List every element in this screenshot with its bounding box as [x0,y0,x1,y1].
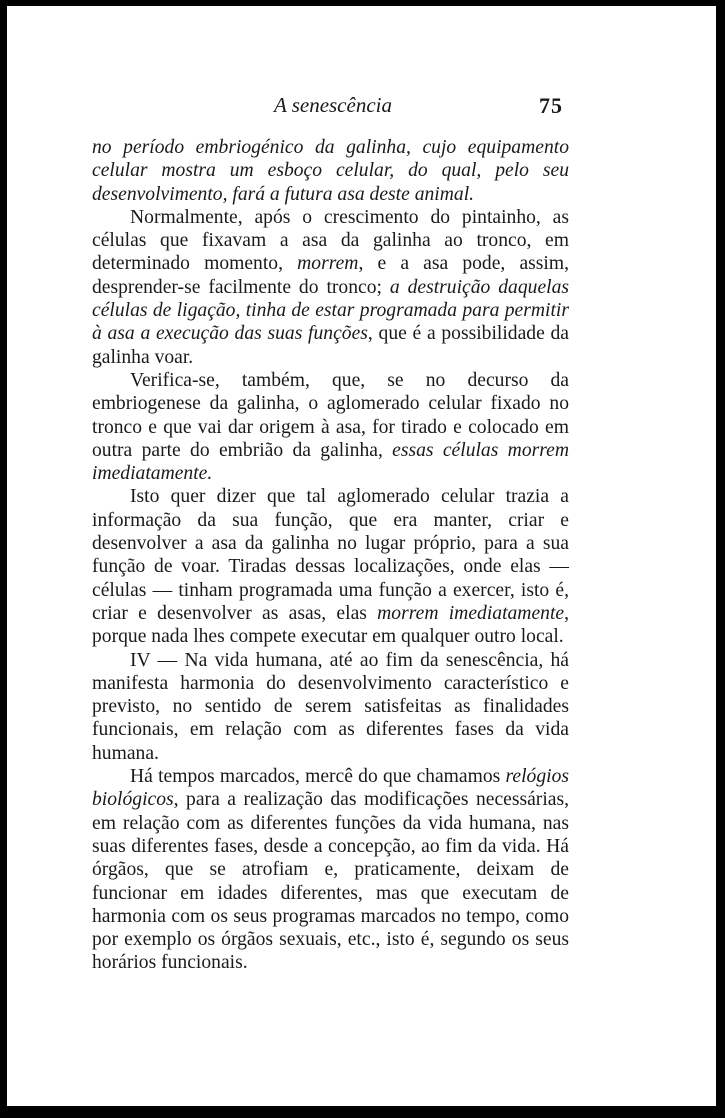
text-body [92,136,569,975]
text-segment: Verifica-se, também, que, se no decurso da embriogenese da galinha, o aglomerado celular fixado no tronco e que vai dar origem à asa, for tirado e colocado em outra parte do embrião da galinha, [92,369,569,461]
text-segment: Há tempos marcados, mercê do que chamamos [130,766,506,788]
paragraph-continuation [92,136,569,206]
text-segment: , que é a possibilidade da galinha voar. [92,323,569,368]
text-segment: relógios biológicos [92,766,569,811]
text-segment: morrem [297,253,359,275]
paragraph [92,206,569,369]
text-segment: no período embriogénico da galinha, cujo equipamento celular mostra um esboço celular, do qual, pelo seu desenvolvimento, fará a futura asa deste animal. [92,137,569,205]
text-segment: Isto quer dizer que tal aglomerado celular trazia a informação da sua função, que era manter, criar e desenvolver a asa da galinha no lugar próprio, para a sua função de voar. Tiradas dessas localizações, onde elas — células — tinham programada uma função a exercer, isto é, criar e desenvolver as asas, elas [92,486,569,624]
paragraph [92,765,569,975]
text-segment: a destruição daquelas células de ligação, tinha de estar programada para permitir à asa a execução das suas funções [92,276,570,345]
text-segment: , e a asa pode, assim, desprender-se facilmente do tronco; [92,253,569,298]
text-segment: , para a realização das modificações necessárias, em relação com as diferentes funções da vida humana, nas suas diferentes fases, desde a concepção, ao fim da vida. Há órgãos, que se atrofiam e, praticamente, deixam de funcionar em idades diferentes, mas que executam de harmonia com os seus programas marcados no tempo, como por exemplo os órgãos sexuais, etc., isto é, segundo os seus horários funcionais. [92,789,569,974]
running-title: A senescência [274,93,392,117]
text-segment: Normalmente, após o crescimento do pintainho, as células que fixavam a asa da galinha ao tronco, em determinado momento, [92,206,569,275]
text-segment: essas células morrem imediatamente. [92,439,569,485]
book-page [7,6,716,1106]
paragraph [92,485,569,648]
text-segment: IV — Na vida humana, até ao fim da senescência, há manifesta harmonia do desenvolvimento característico e previsto, no sentido de serem satisfeitas as finalidades funcionais, em relação com as diferentes fases da vida humana. [92,649,569,764]
text-segment: morrem imediatamente [377,602,565,624]
page-header [7,93,716,123]
page-number: 75 [539,93,563,118]
text-segment: , porque nada lhes compete executar em qualquer outro local. [92,602,569,648]
paragraph [92,369,569,485]
paragraph [92,649,569,765]
